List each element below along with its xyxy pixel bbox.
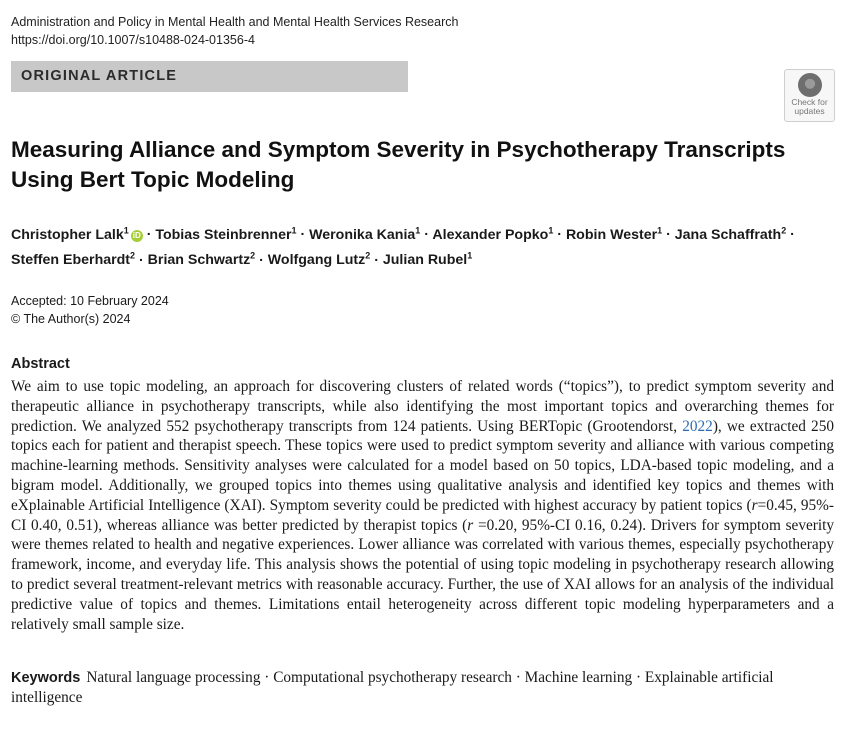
author-affiliation: 1 xyxy=(291,225,297,235)
author-affiliation: 1 xyxy=(467,250,473,261)
doi-link[interactable]: https://doi.org/10.1007/s10488-024-01356-4 xyxy=(11,33,255,47)
author-separator: · xyxy=(662,226,675,243)
author-affiliation: 1 xyxy=(123,225,129,235)
check-updates-icon xyxy=(798,73,822,97)
abstract-part-3: =0.45, 95%-CI 0.40, 0.51), whereas alliance was better predicted by therapist topics ( xyxy=(11,496,834,534)
author-affiliation: 1 xyxy=(657,225,663,235)
author-separator: · xyxy=(420,226,433,243)
abstract-part-2: ), we extracted 250 topics each for patient and therapist speech. These topics were used to predict symptom severity and alliance with various competing machine-learning methods. Sensitivity analyses were calculated for a model based on 50 topics, LDA-based topic modeling, and a bigram model. Additionally, we grouped topics into themes using qualitative analysis and identified key topics and themes with eXplainable Artificial Intelligence (XAI). Symptom severity could be predicted with highest accuracy by patient topics ( xyxy=(11,417,834,514)
author-name[interactable]: Robin Wester$^1$ xyxy=(565,225,663,243)
author-separator: · xyxy=(296,226,310,243)
copyright: © The Author(s) 2024 xyxy=(11,312,131,326)
author-separator: · xyxy=(370,252,383,269)
author-affiliation: 1 xyxy=(415,225,421,235)
abstract-part-4: =0.20, 95%-CI 0.16, 0.24). Drivers for symptom severity were themes related to health and negative experiences. Lower alliance was correlated with various themes, especially psychotherapy framework, income, and everyday life. This analysis shows the potential of using topic modeling in psychotherapy research allowing to predict several treatment-relevant metrics with reasonable accuracy. Further, the use of XAI allows for an analysis of the individual predictive value of topics and themes. Limitations entail heterogeneity across different topic modeling hyperparameters and a relatively small sample size. xyxy=(11,516,834,633)
author-name[interactable]: Jana Schaffrath$^2$ xyxy=(674,225,787,243)
author-name[interactable]: Wolfgang Lutz$^2$ xyxy=(267,250,371,269)
abstract-heading: Abstract xyxy=(11,356,70,372)
abstract-text xyxy=(11,377,834,634)
author-affiliation: 2 xyxy=(250,250,256,261)
author-affiliation: 2 xyxy=(365,250,371,261)
r-symbol: r xyxy=(467,516,474,534)
check-for-updates-button[interactable] xyxy=(784,69,835,122)
accepted-date: Accepted: 10 February 2024 xyxy=(11,294,169,308)
author-name[interactable]: Weronika Kania$^1$ xyxy=(309,225,421,243)
keywords-section xyxy=(11,668,834,708)
author-name[interactable]: Christopher Lalk$^1$iD xyxy=(11,225,141,243)
author-separator: · xyxy=(135,252,148,269)
author-name[interactable]: Julian Rubel$^1$ xyxy=(382,250,473,269)
author-separator: · xyxy=(255,252,268,269)
check-updates-line1: Check for xyxy=(791,97,828,107)
article-type-label: ORIGINAL ARTICLE xyxy=(21,68,178,84)
author-separator: · xyxy=(142,226,156,243)
author-affiliation: 2 xyxy=(130,250,136,261)
keywords-text: Natural language processing · Computational psychotherapy research · Machine learning · Explainable artificial intelligence xyxy=(11,669,774,706)
journal-name: Administration and Policy in Mental Health and Mental Health Services Research xyxy=(11,15,459,29)
author-name[interactable]: Brian Schwartz$^2$ xyxy=(147,250,256,269)
author-name[interactable]: Steffen Eberhardt$^2$ xyxy=(11,250,136,269)
check-updates-line2: updates xyxy=(794,106,825,116)
abstract-part-1: We aim to use topic modeling, an approach for discovering clusters of related words (“topics”), to predict symptom severity and therapeutic alliance in psychotherapy transcripts, while also identifying the most important topics and overarching themes for prediction. We analyzed 552 psychotherapy transcripts from 124 patients. Using BERTopic (Grootendorst, xyxy=(11,378,834,435)
author-separator: · xyxy=(553,226,566,243)
author-name[interactable]: Alexander Popko$^1$ xyxy=(432,225,554,243)
author-list xyxy=(11,220,841,271)
author-affiliation: 1 xyxy=(548,225,554,235)
article-type-banner xyxy=(11,61,408,92)
citation-link[interactable]: 2022 xyxy=(682,417,713,435)
keywords-label: Keywords xyxy=(11,670,81,686)
author-name[interactable]: Tobias Steinbrenner$^1$ xyxy=(155,225,297,243)
r-symbol: r xyxy=(751,496,758,514)
author-separator: · xyxy=(786,226,795,243)
orcid-icon[interactable]: iD xyxy=(132,230,141,240)
author-affiliation: 2 xyxy=(781,225,787,235)
article-title: Measuring Alliance and Symptom Severity in Psychotherapy Transcripts Using Bert Topic Modeling xyxy=(11,137,786,192)
